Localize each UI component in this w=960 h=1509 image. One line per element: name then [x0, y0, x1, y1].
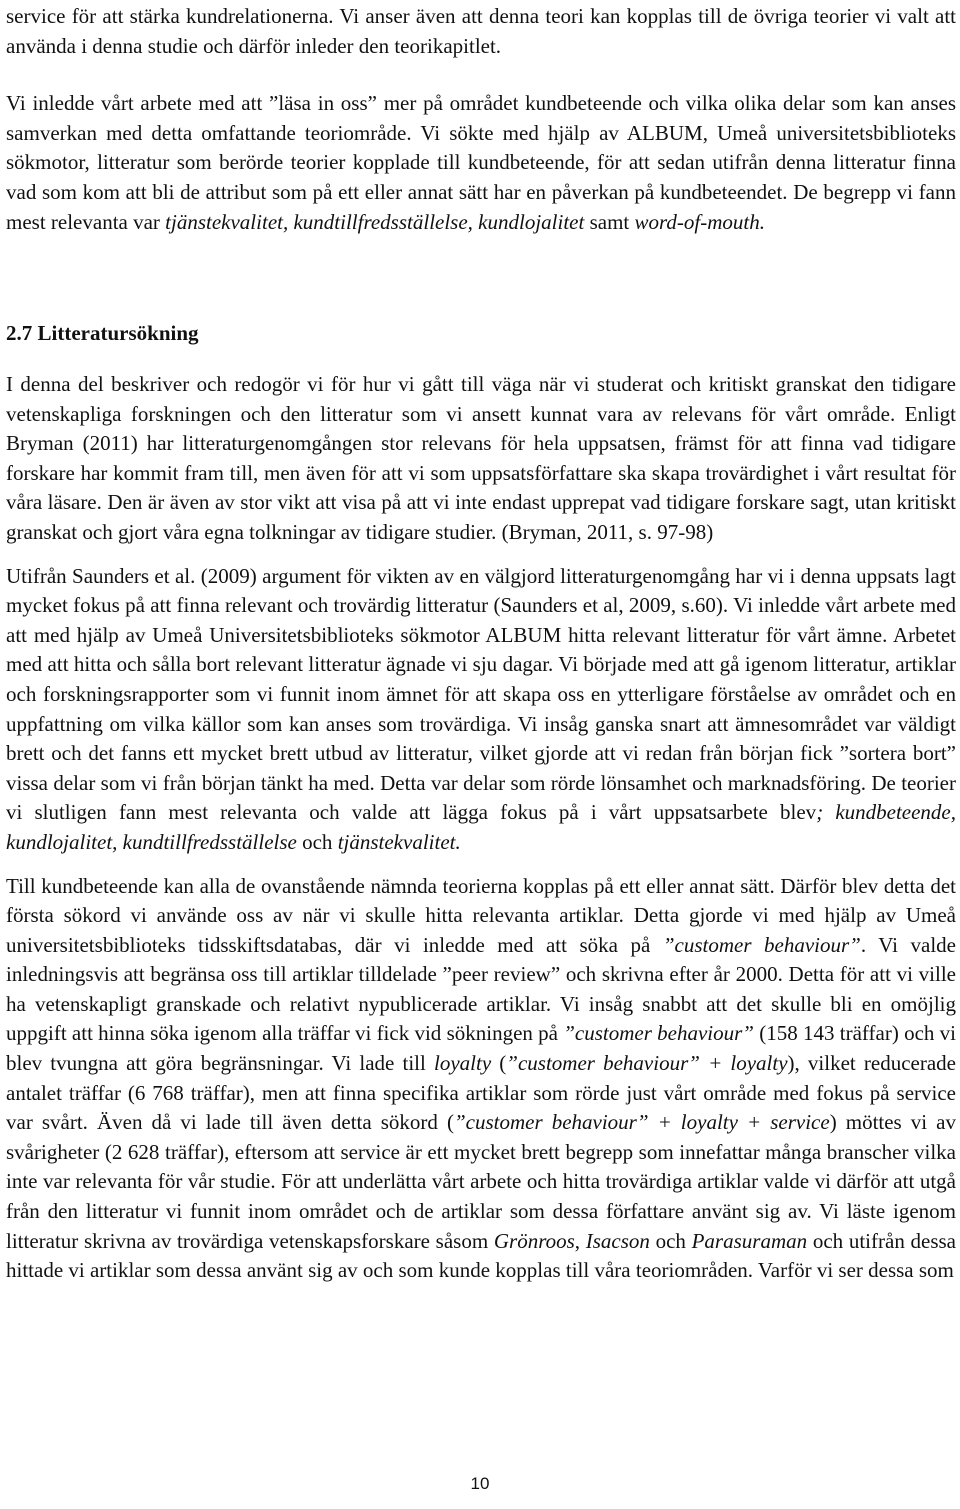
section-paragraph-2: Utifrån Saunders et al. (2009) argument för vikten av en välgjord litteraturgenomgång har vi i denna uppsats lagt mycket fokus på att finna relevant och trovärdig litteratur (Saunders et al, 2009, s.60). Vi inledde vårt arbete med att med hjälp av Umeå Universitetsbiblioteks sökmotor ALBUM hitta relevant litteratur för vårt ämne. Arbetet med att hitta och sålla bort relevant litteratur ägnade vi sju dagar. Vi började med att gå igenom litteratur, artiklar och forskningsrapporter som vi funnit inom ämnet för att skapa oss en ytterligare förståelse av området och en uppfattning om vilka källor som kan anses som trovärdiga. Vi insåg ganska snart att ämnesområdet var väldigt brett och det fanns ett mycket brett utbud av litteratur, vilket gjorde att vi redan från början fick ”sortera bort” vissa delar som vi från början tänkt ha med. Detta var delar som rörde lönsamhet och marknadsföring. De teorier vi slutligen fann mest relevanta och valde att lägga fokus på i vårt uppsatsarbete blev; kundbeteende, kundlojalitet, kundtillfredsställelse och tjänstekvalitet.: [6, 563, 957, 854]
intro-block: [6, 2, 956, 237]
section-heading: 2.7 Litteratursökning: [6, 321, 199, 345]
section-paragraph-1: I denna del beskriver och redogör vi för hur vi gått till väga när vi studerat och kritiskt granskat den tidigare vetenskapliga forskningen och den litteratur som vi ansett kunnat vara av relevans för vårt område. Enligt Bryman (2011) har litteraturgenomgången stor relevans för hela uppsatsen, främst för att finna vad tidigare forskare har kommit fram till, men även för att vi som uppsatsförfattare ska skapa trovärdighet i vårt resultat för våra läsare. Den är även av stor vikt att visa på att vi inte endast upprepat vad tidigare forskare sagt, utan kritiskt granskat och gjort våra egna tolkningar av tidigare studier. (Bryman, 2011, s. 97-98): [6, 372, 956, 544]
page-number: 10: [470, 1474, 490, 1493]
intro-paragraph-1: service för att stärka kundrelationerna. Vi anser även att denna teori kan kopplas till de övriga teorier vi valt att använda i denna studie och därför inleder den teorikapitlet.: [6, 4, 956, 58]
intro-paragraph-2: Vi inledde vårt arbete med att ”läsa in oss” mer på området kundbeteende och vilka olika delar som kan anses samverkan med detta omfattande teoriområde. Vi sökte med hjälp av ALBUM, Umeå universitetsbiblioteks sökmotor, litteratur som berörde teorier kopplade till kundbeteende, för att sedan utifrån denna litteratur finna vad som kom att bli de attribut som på ett eller annat sätt har en påverkan på kundbeteendet. De begrepp vi fann mest relevanta var tjänstekvalitet, kundtillfredsställelse, kundlojalitet samt word-of-mouth.: [6, 91, 956, 234]
section-paragraph-3: Till kundbeteende kan alla de ovanstående nämnda teorierna kopplas på ett eller annat sätt. Därför blev detta det första sökord vi använde oss av när vi skulle hitta relevanta artiklar. Detta gjorde vi med hjälp av Umeå universitetsbiblioteks tidsskiftsdatabas, där vi inledde med att söka på ”customer behaviour”. Vi valde inledningsvis att begränsa oss till artiklar tilldelade ”peer review” och skrivna efter år 2000. Detta för att vi ville ha vetenskapligt granskade och relativt nypublicerade artiklar. Vi insåg snabbt att det skulle bli en omöjlig uppgift att hinna söka igenom alla träffar vi fick vid sökningen på ”customer behaviour” (158 143 träffar) och vi blev tvungna att göra begränsningar. Vi lade till loyalty (”customer behaviour” + loyalty), vilket reducerade antalet träffar (6 768 träffar), men att finna specifika artiklar som rörde just vårt område med fokus på service var svårt. Även då vi lade till även detta sökord (”customer behaviour” + loyalty + service) möttes vi av svårigheter (2 628 träffar), eftersom att service är ett mycket brett begrepp som innefattar många branscher vilka inte var relevanta för vår studie. För att underlätta vårt arbete och hitta trovärdiga artiklar valde vi därför att utgå från den litteratur vi funnit inom området och de artiklar som dessa författare använt sig av. Vi läste igenom litteratur skrivna av trovärdiga vetenskapsforskare såsom Grönroos, Isacson och Parasuraman och utifrån dessa hittade vi artiklar som dessa använt sig av och som kunde kopplas till våra teoriområden. Varför vi ser dessa som: [6, 873, 956, 1283]
section-body: [6, 370, 956, 1300]
